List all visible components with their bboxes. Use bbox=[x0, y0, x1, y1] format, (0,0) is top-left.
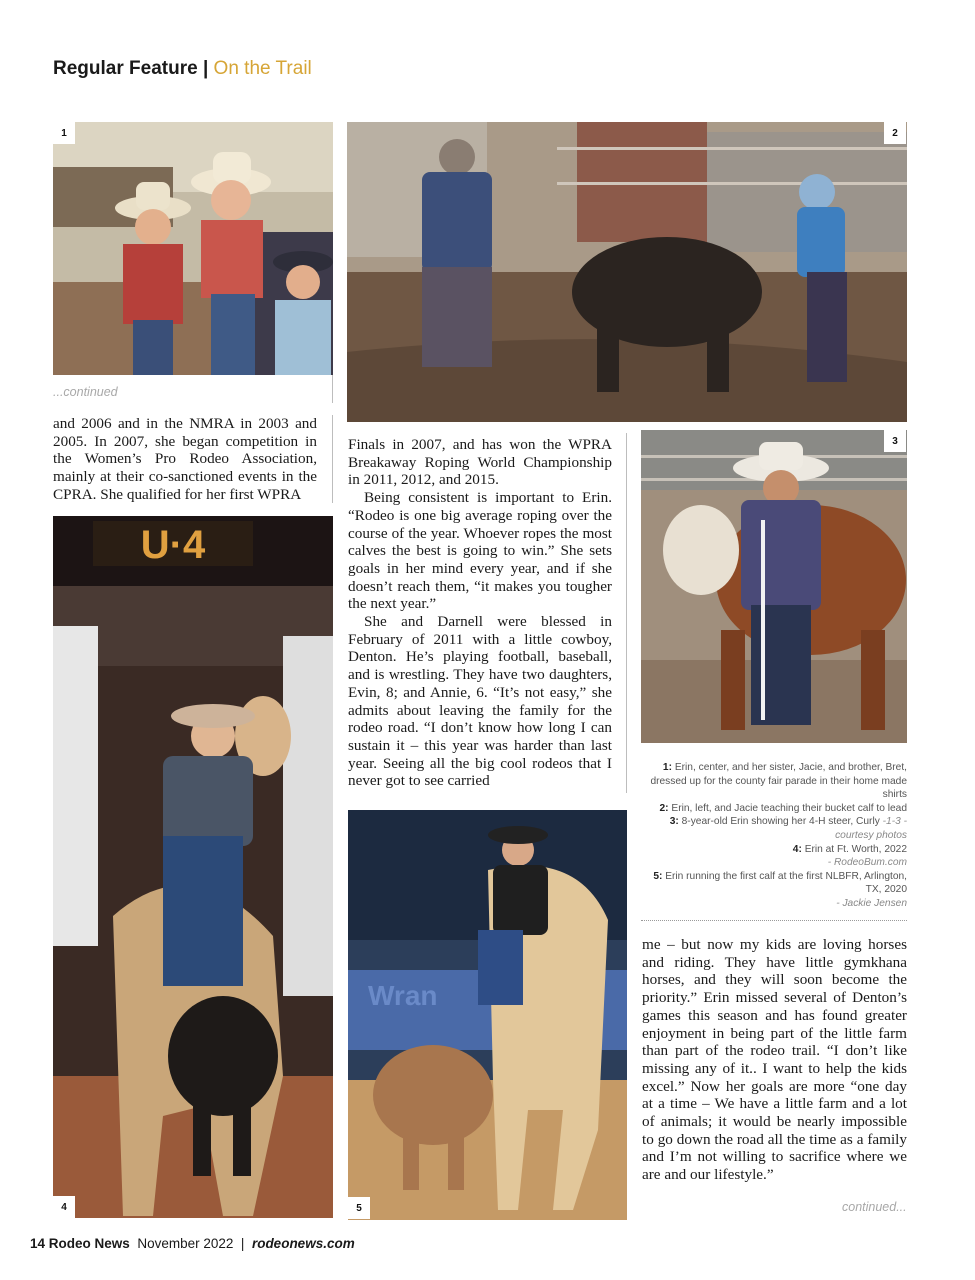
article-column-1 bbox=[53, 415, 317, 504]
caption-3 bbox=[641, 815, 907, 842]
continued-from: ...continued bbox=[53, 385, 118, 399]
column-2-paragraph-2: Being consistent is important to Erin. “Rodeo is one big average roping over the course of the year. Whoever ropes the most calves the best is going to win.” She sets goals in her mind every year, and if she doesn’t reach them, “it makes you tougher the next year.” bbox=[348, 489, 612, 613]
caption-4-credit: - RodeoBum.com bbox=[827, 857, 907, 869]
column-2-paragraph-3: She and Darnell were blessed in February of 2011 with a little cowboy, Denton. He’s playing football, baseball, and is wrestling. They have two daughters, Evin, 8; and Annie, 6. “It’s not easy,” she admits about leaving the family for the rodeo road. “I don’t know how long I can sustain it – this year was harder than last year. Seeing all the big cool rodeos that I never got to see carried bbox=[348, 613, 612, 790]
photo-1-number: 1 bbox=[53, 122, 75, 144]
photo-3-number: 3 bbox=[884, 430, 906, 452]
photo-4-number: 4 bbox=[53, 1196, 75, 1218]
page-number: 14 bbox=[30, 1236, 46, 1251]
photo-kids-costumes bbox=[53, 122, 333, 375]
page-footer bbox=[30, 1236, 355, 1251]
column-2-paragraph-1: Finals in 2007, and has won the WPRA Breakaway Roping World Championship in 2011, 2012, and 2015. bbox=[348, 436, 612, 489]
caption-2 bbox=[641, 802, 907, 816]
header-separator: | bbox=[202, 58, 209, 79]
photo-girl-steer-icon bbox=[641, 430, 907, 743]
column-rule bbox=[626, 433, 627, 793]
caption-3-number: 3: bbox=[669, 816, 679, 828]
caption-5-text: Erin running the first calf at the first NLBFR, Arlington, TX, 2020 bbox=[665, 870, 907, 896]
svg-text:Wran: Wran bbox=[368, 980, 438, 1011]
caption-4-text: Erin at Ft. Worth, 2022 bbox=[804, 843, 907, 855]
feature-label: Regular Feature bbox=[53, 58, 198, 79]
photo-kids-costumes-icon bbox=[53, 122, 333, 375]
magazine-name: Rodeo News bbox=[48, 1236, 130, 1251]
article-column-2 bbox=[348, 436, 612, 790]
section-header bbox=[53, 58, 312, 80]
photo-nlbfr-roping-icon bbox=[348, 810, 627, 1220]
photo-5-number: 5 bbox=[348, 1197, 370, 1219]
caption-4 bbox=[641, 843, 907, 857]
photo-2-number: 2 bbox=[884, 122, 906, 144]
caption-2-number: 2: bbox=[659, 802, 669, 814]
caption-5-credit: - Jackie Jensen bbox=[836, 897, 907, 909]
continued-to: continued... bbox=[842, 1200, 907, 1214]
website-link[interactable]: rodeonews.com bbox=[251, 1236, 355, 1251]
footer-separator: | bbox=[240, 1236, 245, 1251]
caption-4-number: 4: bbox=[792, 843, 802, 855]
column-3-paragraph: me – but now my kids are loving horses and riding. They have little gymkhana horses, and they will soon become the priority.” Erin missed several of Denton’s games this season and has found greater enjoyment in being part of the little farm than part of the rodeo trail. “I don’t like missing any of it.. I want to help the kids excel.” Now her goals are more “one day at a time – We have a little farm and a lot of animals; it would be nearly impossible to go down the road all the time as a family and I’m not willing to sacrifice where we are and our lifestyle.” bbox=[642, 936, 907, 1184]
photo-breakaway-roping bbox=[53, 516, 333, 1218]
section-name: On the Trail bbox=[213, 58, 312, 79]
caption-5 bbox=[641, 870, 907, 897]
column-rule bbox=[332, 415, 333, 503]
caption-3-credit: -1-3 - courtesy photos bbox=[835, 816, 907, 841]
issue-date: November 2022 bbox=[137, 1236, 234, 1251]
photo-nlbfr-roping bbox=[348, 810, 627, 1220]
column-1-paragraph: and 2006 and in the NMRA in 2003 and 2005. In 2007, she began competition in the Women’s Pro Rodeo Association, mainly at their co-sanctioned events in the CPRA. She qualified for her first WPRA bbox=[53, 415, 317, 503]
caption-1-number: 1: bbox=[662, 762, 672, 773]
photo-girl-steer bbox=[641, 430, 907, 743]
caption-1 bbox=[641, 761, 907, 802]
caption-3-text: 8-year-old Erin showing her 4-H steer, Curly bbox=[681, 816, 880, 828]
photo-breakaway-roping-icon bbox=[53, 516, 333, 1218]
photo-kids-calf bbox=[347, 122, 907, 422]
caption-divider bbox=[641, 920, 907, 921]
photo-kids-calf-icon bbox=[347, 122, 907, 422]
svg-text:U·4: U·4 bbox=[140, 523, 206, 567]
column-rule bbox=[332, 375, 333, 403]
caption-2-text: Erin, left, and Jacie teaching their bucket calf to lead bbox=[671, 802, 907, 814]
article-column-3 bbox=[642, 936, 907, 1184]
photo-captions bbox=[641, 761, 907, 911]
caption-1-text: Erin, center, and her sister, Jacie, and brother, Bret, dressed up for the county fair parade in their home made shirts bbox=[650, 762, 907, 801]
caption-5-number: 5: bbox=[653, 870, 663, 882]
